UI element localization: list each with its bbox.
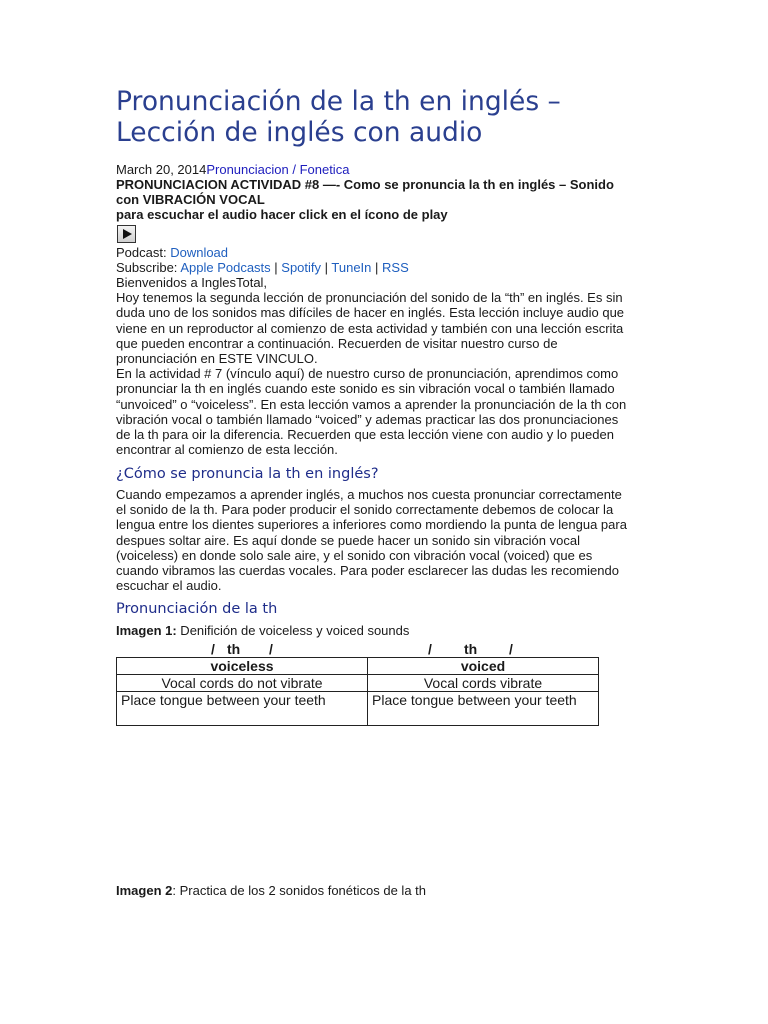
subscribe-line [116, 260, 661, 275]
activity-line-1: PRONUNCIACION ACTIVIDAD #8 —- Como se pronuncia la th en inglés – Sonido [116, 177, 614, 192]
column-header-voiceless: voiceless [117, 658, 368, 675]
tunein-link[interactable]: TuneIn [331, 260, 372, 275]
column-header-voiced: voiced [368, 658, 599, 675]
intro-text [116, 275, 661, 457]
section1-line: despues soltar aire. Es aquí donde se puede hacer un sonido sin vibración vocal [116, 532, 580, 548]
section1-line: cuando vibramos las cuerdas vocales. Para poder esclarecer las dudas les recomiendo [116, 563, 619, 579]
section-heading-how: ¿Cómo se pronuncia la th en inglés? [116, 466, 379, 482]
slash: / [428, 641, 432, 657]
section1-line: Cuando empezamos a aprender inglés, a muchos nos cuesta pronunciar correctamente [116, 487, 622, 502]
intro-line: Bienvenidos a InglesTotal, [116, 275, 268, 290]
intro-line: pronunciar la th en inglés cuando este sonido es sin vibración vocal o también llamado [116, 381, 615, 397]
th-symbol: th [227, 641, 241, 657]
th-header-row [116, 640, 601, 657]
table-row [117, 675, 599, 692]
title-line-1: Pronunciación de la th en inglés – [116, 86, 561, 117]
slash: / [269, 641, 273, 657]
separator: | [270, 260, 282, 275]
section1-line: escuchar el audio. [116, 578, 222, 594]
intro-line: Hoy tenemos la segunda lección de pronunciación del sonido de la “th” en inglés. Es sin [116, 290, 623, 306]
table-row [117, 692, 599, 726]
title-line-2: Lección de inglés con audio [116, 117, 483, 148]
separator: | [371, 260, 383, 275]
intro-line: En la actividad # 7 (vínculo aquí) de nuestro curso de pronunciación, aprendimos como [116, 366, 619, 382]
audio-instruction: para escuchar el audio hacer click en el ícono de play [116, 207, 448, 223]
intro-line: vibración vocal o también llamado “voiced” y ademas practicar las dos pronunciaciones [116, 411, 619, 427]
slash: / [211, 641, 215, 657]
activity-line-2: con VIBRACIÓN VOCAL [116, 192, 265, 208]
podcast-line [116, 245, 661, 260]
download-link[interactable]: Download [170, 245, 229, 260]
image1-label: Imagen 1: [116, 623, 177, 638]
post-meta [116, 162, 661, 177]
image1-caption-text: Denifición de voiceless y voiced sounds [176, 623, 410, 638]
rss-link[interactable]: RSS [382, 260, 409, 275]
table-cell: Vocal cords do not vibrate [117, 675, 368, 692]
apple-podcasts-link[interactable]: Apple Podcasts [180, 260, 271, 275]
spotify-link[interactable]: Spotify [281, 260, 322, 275]
section-heading-pronunciation: Pronunciación de la th [116, 601, 278, 617]
image1-caption [116, 623, 661, 638]
podcast-label: Podcast: [116, 245, 171, 260]
separator: | [321, 260, 332, 275]
category-link[interactable]: Pronunciacion / Fonetica [206, 162, 350, 177]
intro-line: viene en un reproductor al comienzo de esta actividad y también con una lección escrita [116, 320, 624, 336]
intro-line: encontrar al comienzo de esta lección. [116, 442, 338, 458]
table-header-row [117, 658, 599, 675]
intro-line: de la th para oir la diferencia. Recuerden que esta lección viene con audio y lo pueden [116, 427, 614, 443]
intro-line: pronunciación en ESTE VINCULO. [116, 351, 318, 367]
subscribe-label: Subscribe: [116, 260, 181, 275]
intro-line: que pueden encontrar a continuación. Recuerden de visitar nuestro curso de [116, 335, 558, 351]
intro-line: duda uno de los sonidos mas difíciles de hacer en inglés. Esta lección incluye audio que [116, 305, 625, 321]
slash: / [509, 641, 513, 657]
section1-text [116, 487, 661, 593]
table-cell: Place tongue between your teeth [117, 692, 368, 726]
intro-line: “unvoiced” o “voiceless”. En esta lección vamos a aprender la pronunciación de la th con [116, 396, 627, 412]
table-cell: Vocal cords vibrate [368, 675, 599, 692]
th-comparison-image [116, 640, 601, 726]
section1-line: el sonido de la th. Para poder producir el sonido correctamente debemos de colocar la [116, 502, 614, 518]
page-title [116, 86, 656, 148]
section1-line: (voiceless) en donde solo sale aire, y el sonido con vibración vocal (voiced) que es [116, 547, 593, 563]
th-symbol: th [464, 641, 478, 657]
table-cell: Place tongue between your teeth [368, 692, 599, 726]
play-icon[interactable] [117, 225, 136, 243]
image2-caption-text: : Practica de los 2 sonidos fonéticos de la th [172, 883, 427, 898]
image2-label: Imagen 2 [116, 883, 173, 898]
image2-caption [116, 883, 661, 898]
section1-line: lengua entre los dientes superiores a inferiores como mordiendo la punta de lengua para [116, 517, 627, 533]
comparison-table [116, 657, 599, 726]
post-date: March 20, 2014 [116, 162, 207, 177]
activity-heading [116, 177, 661, 223]
